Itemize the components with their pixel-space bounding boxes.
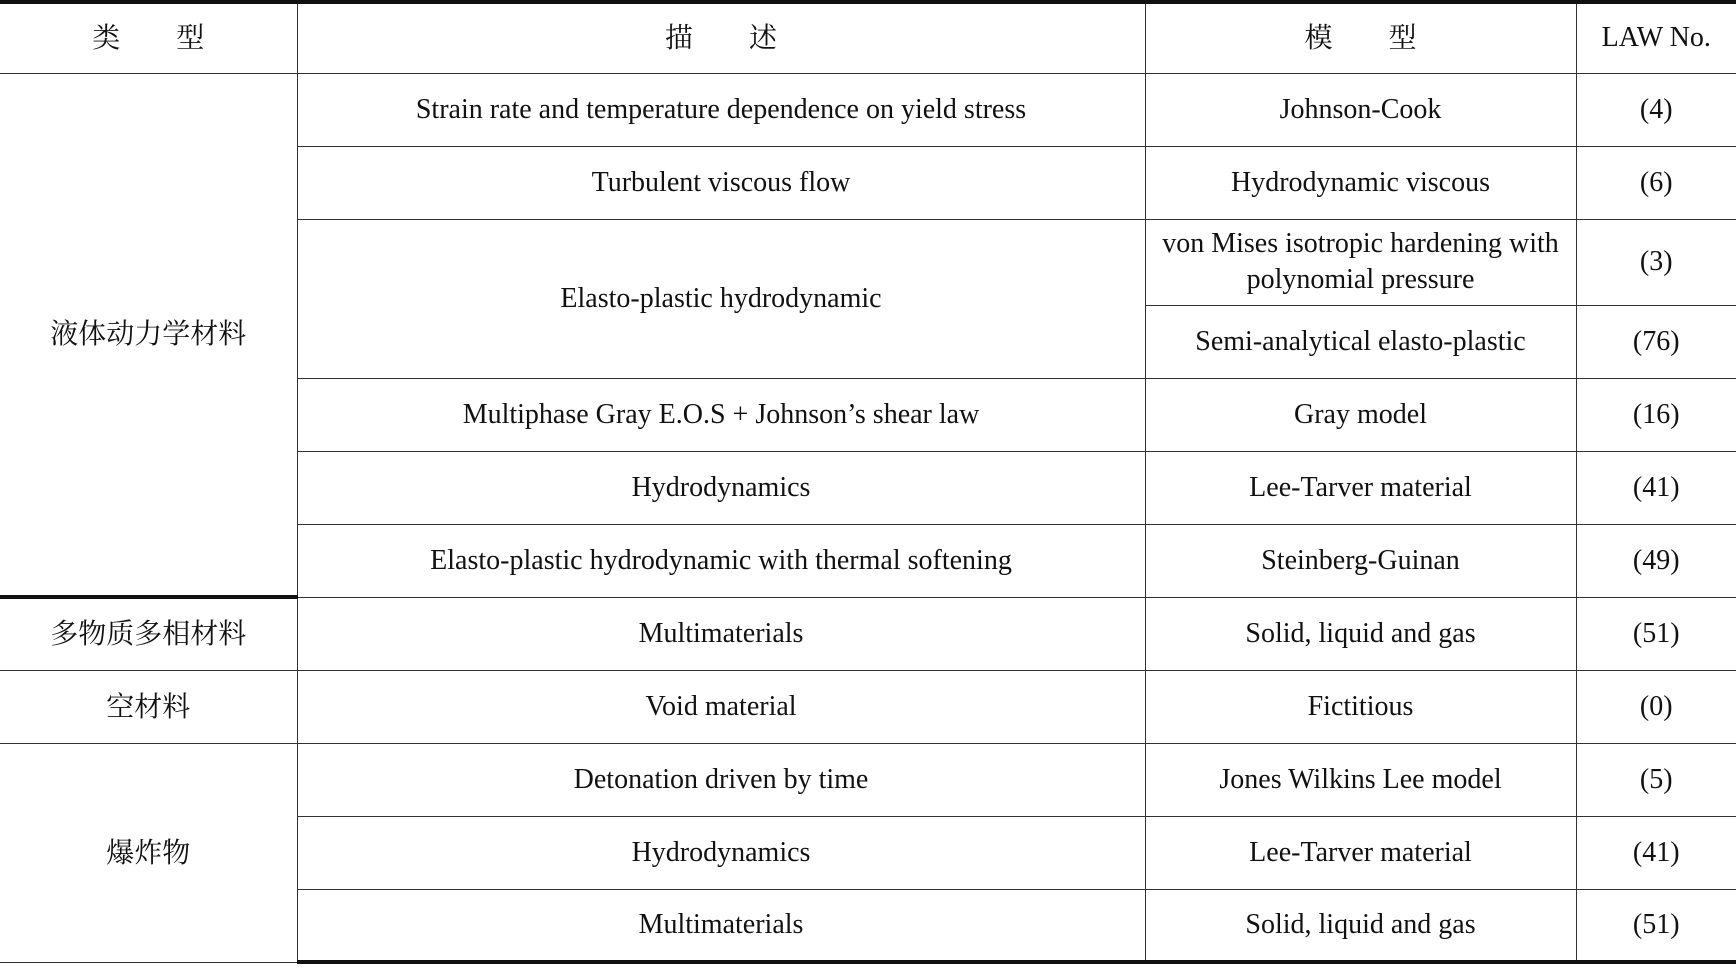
cell-model: Johnson-Cook xyxy=(1145,73,1576,146)
group-hydrodynamic-materials: 液体动力学材料 xyxy=(0,73,297,597)
cell-law: (6) xyxy=(1576,146,1736,219)
cell-law: (16) xyxy=(1576,378,1736,451)
cell-law: (5) xyxy=(1576,743,1736,816)
cell-description: Elasto-plastic hydrodynamic with thermal softening xyxy=(297,524,1145,597)
cell-model: Fictitious xyxy=(1145,670,1576,743)
header-row xyxy=(0,2,1736,73)
cell-law: (41) xyxy=(1576,451,1736,524)
header-law-no: LAW No. xyxy=(1576,2,1736,73)
cell-model: Jones Wilkins Lee model xyxy=(1145,743,1576,816)
cell-law: (0) xyxy=(1576,670,1736,743)
cell-law: (3) xyxy=(1576,219,1736,305)
cell-law: (76) xyxy=(1576,305,1736,378)
cell-description: Turbulent viscous flow xyxy=(297,146,1145,219)
group-explosive: 爆炸物 xyxy=(0,743,297,962)
cell-law: (51) xyxy=(1576,889,1736,962)
cell-description: Strain rate and temperature dependence on yield stress xyxy=(297,73,1145,146)
cell-model: Solid, liquid and gas xyxy=(1145,889,1576,962)
cell-description: Hydrodynamics xyxy=(297,816,1145,889)
header-model: 模 型 xyxy=(1145,2,1576,73)
cell-model: Semi-analytical elasto-plastic xyxy=(1145,305,1576,378)
cell-law: (4) xyxy=(1576,73,1736,146)
group-multi-material: 多物质多相材料 xyxy=(0,597,297,670)
cell-description: Multiphase Gray E.O.S + Johnson’s shear law xyxy=(297,378,1145,451)
cell-model: von Mises isotropic hardening with polynomial pressure xyxy=(1145,219,1576,305)
table-row xyxy=(0,597,1736,670)
cell-law: (51) xyxy=(1576,597,1736,670)
cell-description: Hydrodynamics xyxy=(297,451,1145,524)
group-void-material: 空材料 xyxy=(0,670,297,743)
cell-description: Void material xyxy=(297,670,1145,743)
cell-description: Multimaterials xyxy=(297,889,1145,962)
cell-model: Steinberg-Guinan xyxy=(1145,524,1576,597)
table-row xyxy=(0,743,1736,816)
cell-model: Lee-Tarver material xyxy=(1145,451,1576,524)
header-type: 类 型 xyxy=(0,2,297,73)
cell-model: Gray model xyxy=(1145,378,1576,451)
cell-model: Hydrodynamic viscous xyxy=(1145,146,1576,219)
cell-law: (49) xyxy=(1576,524,1736,597)
cell-description: Multimaterials xyxy=(297,597,1145,670)
cell-description: Detonation driven by time xyxy=(297,743,1145,816)
cell-model: Lee-Tarver material xyxy=(1145,816,1576,889)
table-row xyxy=(0,73,1736,146)
cell-model: Solid, liquid and gas xyxy=(1145,597,1576,670)
cell-description: Elasto-plastic hydrodynamic xyxy=(297,219,1145,378)
table-row xyxy=(0,670,1736,743)
header-description: 描 述 xyxy=(297,2,1145,73)
cell-law: (41) xyxy=(1576,816,1736,889)
